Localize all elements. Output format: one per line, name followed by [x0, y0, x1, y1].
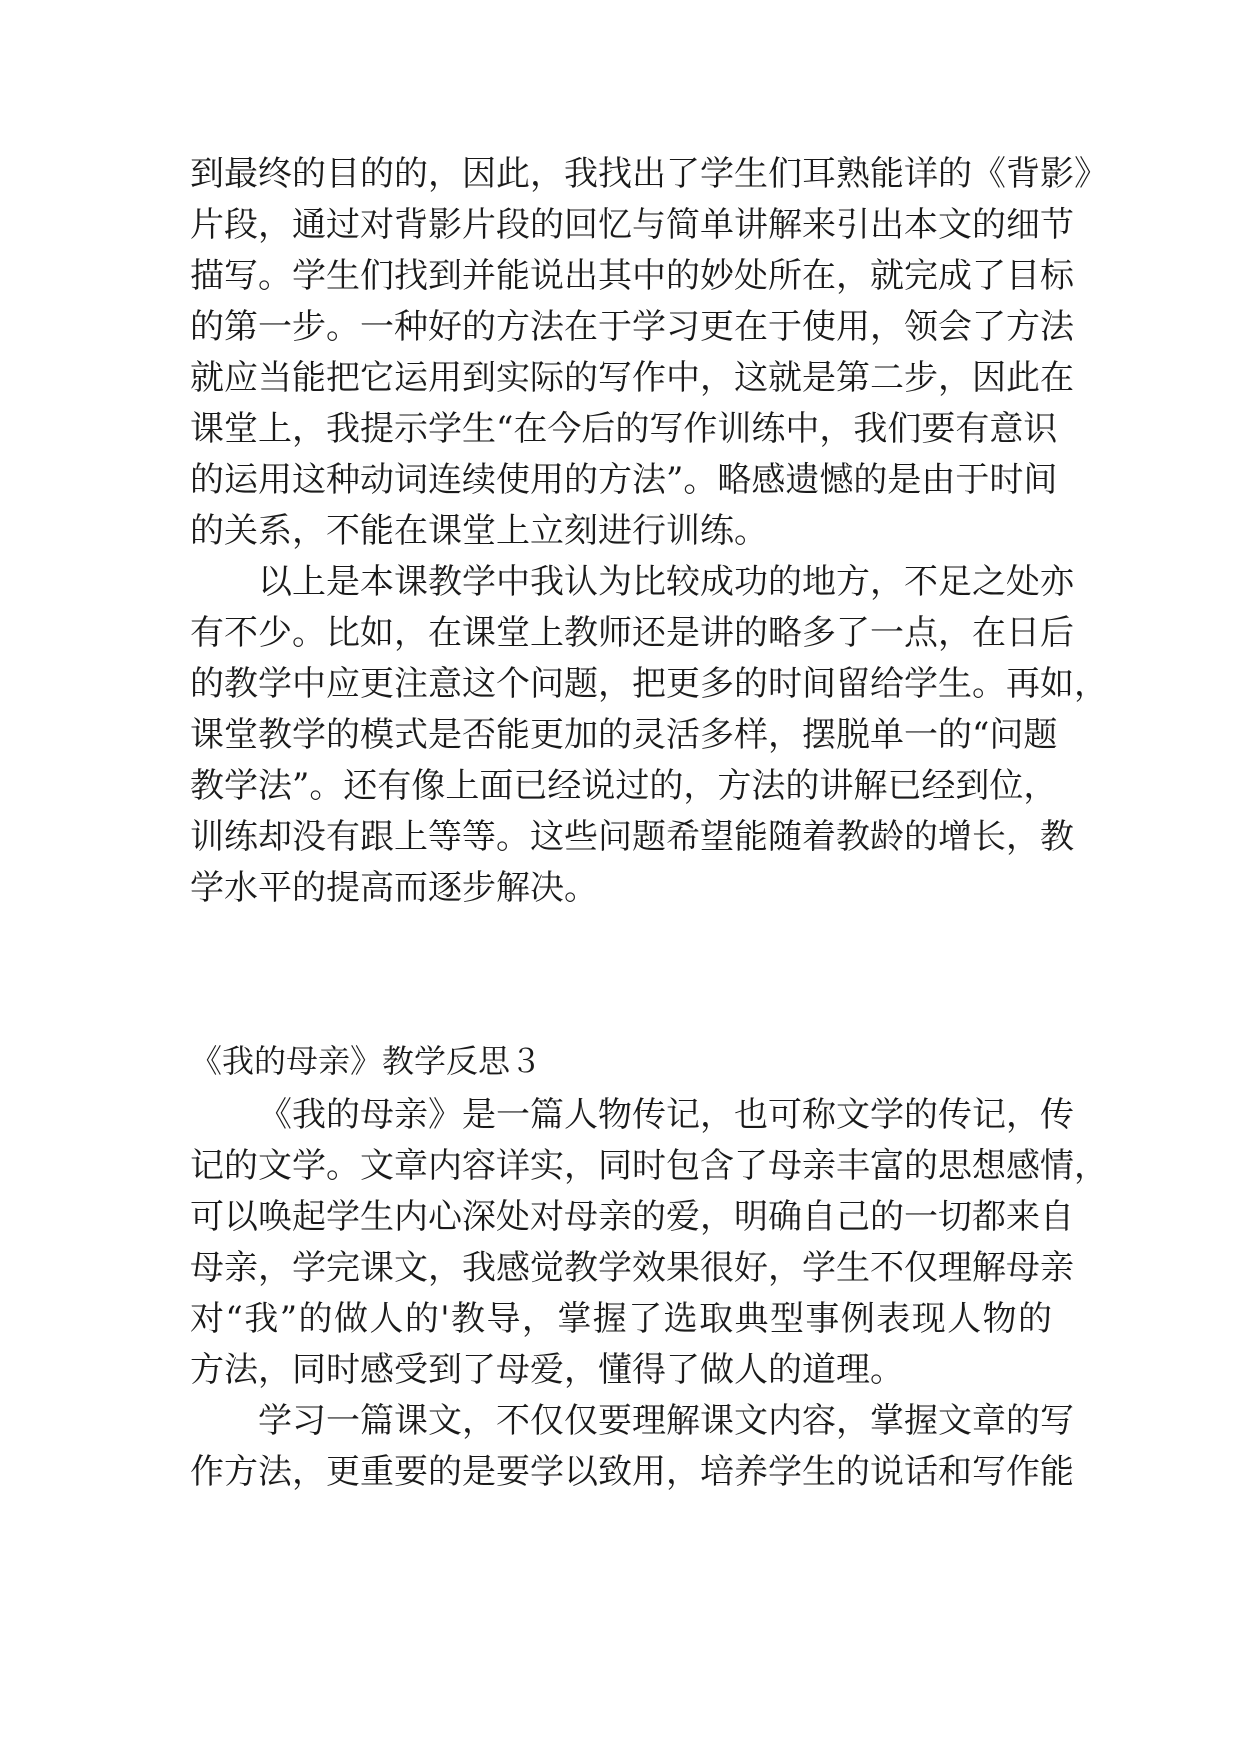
paragraph-line: 的教学中应更注意这个问题，把更多的时间留给学生。再如， [190, 664, 1108, 704]
paragraph-line: 作方法，更重要的是要学以致用，培养学生的说话和写作能 [190, 1452, 1074, 1492]
paragraph-line: 对“我”的做人的'教导，掌握了选取典型事例表现人物的 [190, 1299, 1052, 1339]
paragraph-line: 母亲，学完课文，我感觉教学效果很好，学生不仅理解母亲 [190, 1248, 1074, 1288]
paragraph-line: 学习一篇课文，不仅仅要理解课文内容，掌握文章的写 [258, 1401, 1074, 1441]
paragraph-line: 描写。学生们找到并能说出其中的妙处所在，就完成了目标 [190, 256, 1074, 296]
paragraph-line: 有不少。比如，在课堂上教师还是讲的略多了一点，在日后 [190, 613, 1074, 653]
paragraph-line: 的关系，不能在课堂上立刻进行训练。 [190, 511, 768, 551]
paragraph-line: 就应当能把它运用到实际的写作中，这就是第二步，因此在 [190, 358, 1074, 398]
paragraph-line: 记的文学。文章内容详实，同时包含了母亲丰富的思想感情， [190, 1146, 1108, 1186]
paragraph-line: 课堂上，我提示学生“在今后的写作训练中，我们要有意识 [190, 409, 1058, 449]
paragraph-line: 以上是本课教学中我认为比较成功的地方，不足之处亦 [258, 562, 1074, 602]
paragraph-line: 的第一步。一种好的方法在于学习更在于使用，领会了方法 [190, 307, 1074, 347]
section-heading: 《我的母亲》教学反思３ [190, 1042, 543, 1080]
paragraph-line: 教学法”。还有像上面已经说过的，方法的讲解已经到位， [190, 766, 1058, 806]
paragraph-line: 《我的母亲》是一篇人物传记，也可称文学的传记，传 [258, 1095, 1074, 1135]
paragraph-4 [190, 1396, 1074, 1498]
paragraph-line: 方法，同时感受到了母爱，懂得了做人的道理。 [190, 1350, 904, 1390]
paragraph-3 [190, 1090, 1108, 1396]
paragraph-2 [190, 557, 1108, 914]
paragraph-line: 学水平的提高而逐步解决。 [190, 868, 598, 908]
paragraph-line: 片段，通过对背影片段的回忆与简单讲解来引出本文的细节 [190, 205, 1074, 245]
paragraphs-after-heading [190, 1090, 1108, 1498]
paragraph-line: 训练却没有跟上等等。这些问题希望能随着教龄的增长，教 [190, 817, 1074, 857]
paragraph-1 [190, 149, 1108, 557]
paragraph-line: 到最终的目的的，因此，我找出了学生们耳熟能详的《背影》 [190, 154, 1108, 194]
paragraph-line: 可以唤起学生内心深处对母亲的爱，明确自己的一切都来自 [190, 1197, 1074, 1237]
paragraph-line: 课堂教学的模式是否能更加的灵活多样，摆脱单一的“问题 [190, 715, 1058, 755]
paragraph-line: 的运用这种动词连续使用的方法”。略感遗憾的是由于时间 [190, 460, 1058, 500]
paragraphs-before-heading [190, 149, 1108, 914]
